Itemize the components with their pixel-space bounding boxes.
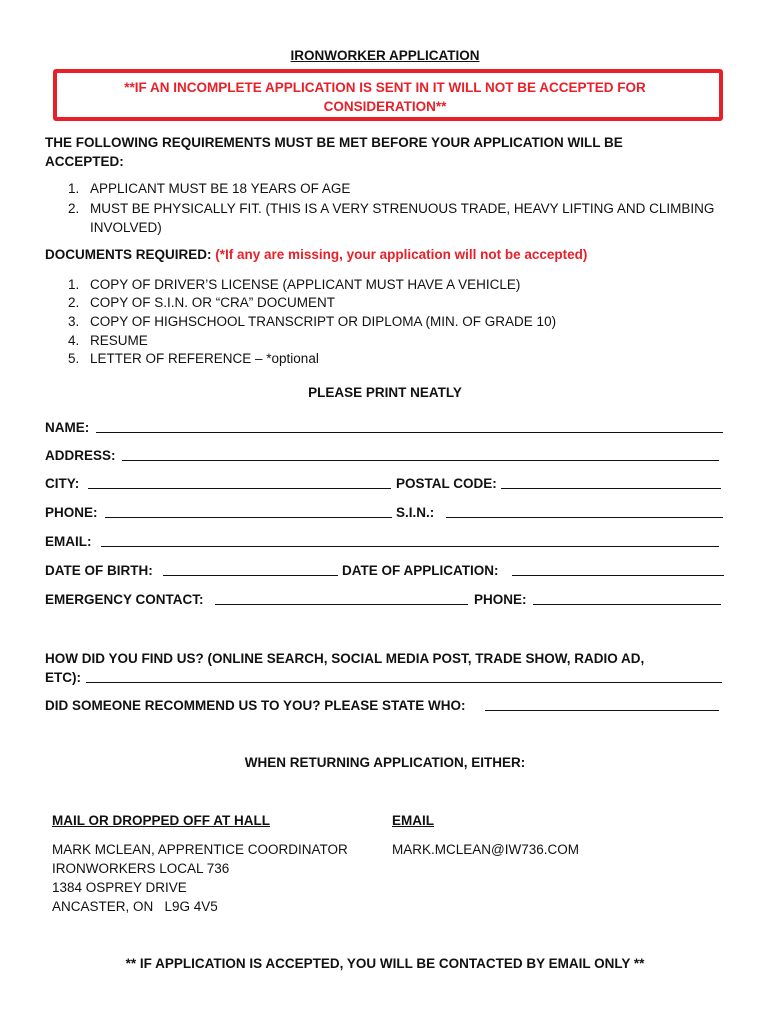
list-item-number: 3.: [68, 314, 80, 329]
recommend-field[interactable]: [485, 710, 719, 711]
list-item-number: 5.: [68, 351, 80, 366]
warning-text-line1: **IF AN INCOMPLETE APPLICATION IS SENT IN IT WILL NOT BE ACCEPTED FOR: [124, 80, 646, 95]
address-field[interactable]: [122, 460, 719, 461]
address-line: MARK MCLEAN, APPRENTICE COORDINATOR: [52, 842, 348, 857]
postal-code-field[interactable]: [501, 488, 721, 489]
find-us-question-line2: ETC):: [45, 670, 81, 685]
list-item-number: 2.: [68, 201, 80, 216]
recommend-question: DID SOMEONE RECOMMEND US TO YOU? PLEASE STATE WHO:: [45, 698, 466, 713]
emergency-contact-field[interactable]: [215, 604, 468, 605]
list-item: LETTER OF REFERENCE – *optional: [90, 351, 319, 366]
list-item: MUST BE PHYSICALLY FIT. (THIS IS A VERY STRENUOUS TRADE, HEAVY LIFTING AND CLIMBING: [90, 201, 715, 216]
date-of-application-field[interactable]: [512, 575, 724, 576]
warning-text-line2: CONSIDERATION**: [323, 99, 447, 114]
phone-field[interactable]: [105, 517, 392, 518]
date-of-birth-label: DATE OF BIRTH:: [45, 563, 153, 578]
list-item: COPY OF DRIVER’S LICENSE (APPLICANT MUST HAVE A VEHICLE): [90, 277, 521, 292]
documents-heading: DOCUMENTS REQUIRED:: [45, 247, 212, 262]
address-line: 1384 OSPREY DRIVE: [52, 880, 187, 895]
date-of-birth-field[interactable]: [163, 575, 338, 576]
find-us-field[interactable]: [86, 682, 722, 683]
name-label: NAME:: [45, 420, 90, 435]
address-line: ANCASTER, ON L9G 4V5: [52, 899, 218, 914]
list-item-number: 2.: [68, 295, 80, 310]
list-item: COPY OF S.I.N. OR “CRA” DOCUMENT: [90, 295, 336, 310]
page-title: IRONWORKER APPLICATION: [290, 48, 480, 63]
city-label: CITY:: [45, 476, 80, 491]
phone-label: PHONE:: [45, 505, 98, 520]
name-field[interactable]: [96, 432, 723, 433]
list-item-number: 1.: [68, 181, 80, 196]
list-item: RESUME: [90, 333, 148, 348]
find-us-question-line1: HOW DID YOU FIND US? (ONLINE SEARCH, SOCIAL MEDIA POST, TRADE SHOW, RADIO AD,: [45, 651, 645, 666]
email-heading: EMAIL: [392, 813, 434, 828]
returning-heading: WHEN RETURNING APPLICATION, EITHER:: [244, 755, 526, 770]
list-item: COPY OF HIGHSCHOOL TRANSCRIPT OR DIPLOMA (MIN. OF GRADE 10): [90, 314, 557, 329]
list-item-number: 1.: [68, 277, 80, 292]
address-label: ADDRESS:: [45, 448, 116, 463]
print-neatly-heading: PLEASE PRINT NEATLY: [308, 385, 462, 400]
list-item: APPLICANT MUST BE 18 YEARS OF AGE: [90, 181, 351, 196]
email-field[interactable]: [101, 546, 719, 547]
list-item-number: 4.: [68, 333, 80, 348]
footer-note: ** IF APPLICATION IS ACCEPTED, YOU WILL BE CONTACTED BY EMAIL ONLY **: [125, 956, 645, 971]
sin-label: S.I.N.:: [396, 505, 435, 520]
email-label: EMAIL:: [45, 534, 92, 549]
list-item-continuation: INVOLVED): [90, 220, 162, 235]
postal-code-label: POSTAL CODE:: [396, 476, 497, 491]
emergency-phone-label: PHONE:: [474, 592, 527, 607]
email-address: MARK.MCLEAN@IW736.COM: [392, 842, 579, 857]
emergency-contact-label: EMERGENCY CONTACT:: [45, 592, 204, 607]
requirements-heading-line1: THE FOLLOWING REQUIREMENTS MUST BE MET BEFORE YOUR APPLICATION WILL BE: [45, 135, 623, 150]
sin-field[interactable]: [446, 517, 723, 518]
date-of-application-label: DATE OF APPLICATION:: [342, 563, 499, 578]
mail-heading: MAIL OR DROPPED OFF AT HALL: [52, 813, 270, 828]
address-line: IRONWORKERS LOCAL 736: [52, 861, 230, 876]
emergency-phone-field[interactable]: [533, 604, 721, 605]
requirements-heading-line2: ACCEPTED:: [45, 154, 124, 169]
documents-heading-row: [45, 247, 587, 262]
documents-note: (*If any are missing, your application will not be accepted): [215, 247, 588, 262]
city-field[interactable]: [88, 488, 391, 489]
